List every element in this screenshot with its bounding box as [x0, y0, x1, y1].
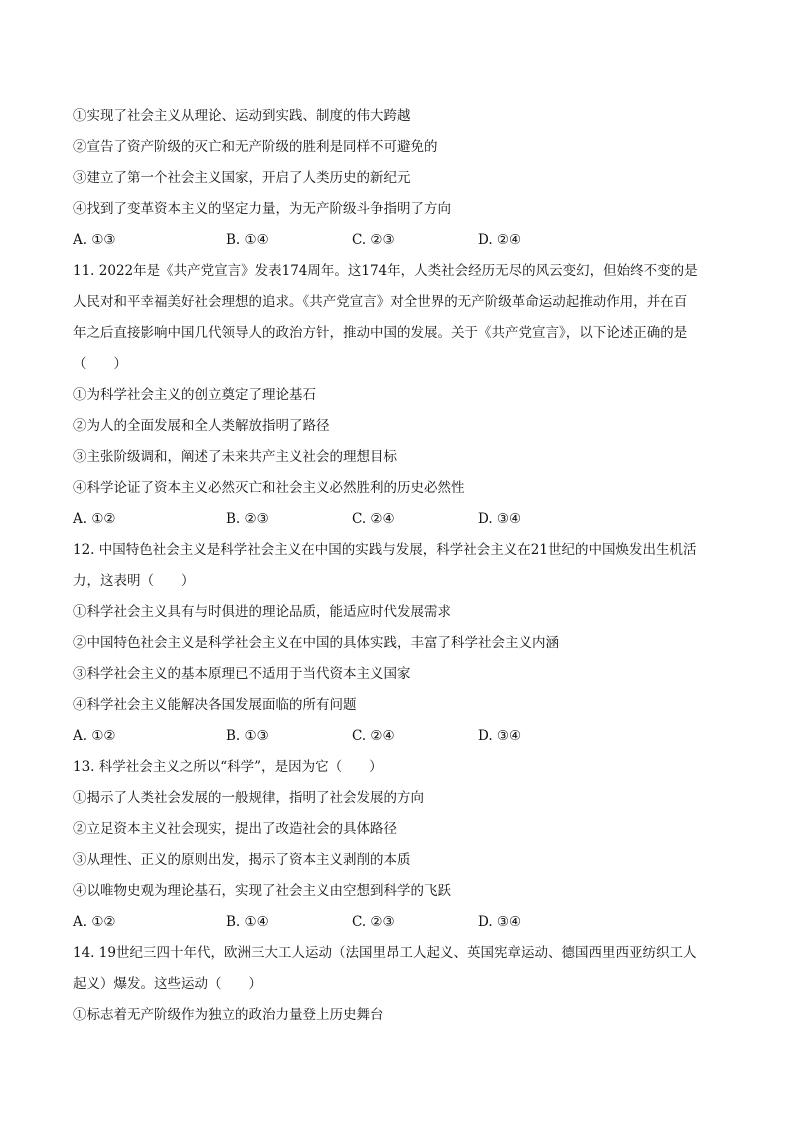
choice-item: ④科学社会主义能解决各国发展面临的所有问题: [73, 697, 357, 713]
option-c: C. ②③: [352, 232, 395, 248]
option-a: A. ①②: [73, 728, 116, 744]
option-b: B. ②③: [226, 511, 269, 527]
question-stem-line: 年之后直接影响中国几代领导人的政治方针，推动中国的发展。关于《共产党宣言》，以下论述正确的是: [73, 325, 688, 341]
option-c: C. ②④: [352, 728, 395, 744]
question-12: [73, 535, 723, 752]
option-a: A. ①②: [73, 511, 116, 527]
choice-item: ②立足资本主义社会现实，提出了改造社会的具体路径: [73, 821, 397, 837]
question-10: [73, 101, 723, 256]
choice-item: ②中国特色社会主义是科学社会主义在中国的具体实践，丰富了科学社会主义内涵: [73, 635, 559, 651]
option-a: A. ①②: [73, 914, 116, 930]
question-stem-line: 力，这表明（ ）: [73, 573, 195, 589]
question-11: [73, 256, 723, 535]
choice-item: ①标志着无产阶级作为独立的政治力量登上历史舞台: [73, 1007, 384, 1023]
choice-item: ①实现了社会主义从理论、运动到实践、制度的伟大跨越: [73, 108, 411, 124]
question-stem-line: 12. 中国特色社会主义是科学社会主义在中国的实践与发展，科学社会主义在21世纪的中国焕发出生机活: [73, 542, 697, 558]
answer-options: [73, 504, 723, 535]
option-c: C. ②③: [352, 914, 395, 930]
question-stem-line: 起义）爆发。这些运动（ ）: [73, 976, 262, 992]
question-stem-line: 13. 科学社会主义之所以“科学”，是因为它（ ）: [73, 759, 383, 775]
answer-options: [73, 907, 723, 938]
answer-options: [73, 225, 723, 256]
question-13: [73, 752, 723, 938]
choice-item: ④找到了变革资本主义的坚定力量，为无产阶级斗争指明了方向: [73, 201, 451, 217]
choice-item: ③建立了第一个社会主义国家，开启了人类历史的新纪元: [73, 170, 411, 186]
choice-item: ②宣告了资产阶级的灭亡和无产阶级的胜利是同样不可避免的: [73, 139, 438, 155]
question-stem-line: （ ）: [73, 356, 127, 372]
choice-item: ②为人的全面发展和全人类解放指明了路径: [73, 418, 330, 434]
option-b: B. ①③: [226, 728, 269, 744]
option-d: D. ②④: [478, 232, 522, 248]
option-d: D. ③④: [478, 728, 522, 744]
choice-item: ④科学论证了资本主义必然灭亡和社会主义必然胜利的历史必然性: [73, 480, 465, 496]
choice-item: ①为科学社会主义的创立奠定了理论基石: [73, 387, 316, 403]
question-14: [73, 938, 723, 1031]
choice-item: ①科学社会主义具有与时俱进的理论品质，能适应时代发展需求: [73, 604, 451, 620]
choice-item: ④以唯物史观为理论基石，实现了社会主义由空想到科学的飞跃: [73, 883, 451, 899]
question-stem-line: 14. 19世纪三四十年代，欧洲三大工人运动（法国里昂工人起义、英国宪章运动、德国西里西亚纺织工人: [73, 945, 697, 961]
option-b: B. ①④: [226, 232, 269, 248]
option-d: D. ③④: [478, 511, 522, 527]
choice-item: ③主张阶级调和，阐述了未来共产主义社会的理想目标: [73, 449, 397, 465]
option-c: C. ②④: [352, 511, 395, 527]
choice-item: ③科学社会主义的基本原理已不适用于当代资本主义国家: [73, 666, 411, 682]
option-a: A. ①③: [73, 232, 116, 248]
choice-item: ③从理性、正义的原则出发，揭示了资本主义剥削的本质: [73, 852, 411, 868]
option-d: D. ③④: [478, 914, 522, 930]
choice-item: ①揭示了人类社会发展的一般规律，指明了社会发展的方向: [73, 790, 424, 806]
question-stem-line: 11. 2022年是《共产党宣言》发表174周年。这174年，人类社会经历无尽的风云变幻，但始终不变的是: [73, 263, 698, 279]
exam-page: [73, 101, 723, 1031]
question-stem-line: 人民对和平幸福美好社会理想的追求。《共产党宣言》对全世界的无产阶级革命运动起推动作用，并在百: [73, 294, 688, 310]
answer-options: [73, 721, 723, 752]
option-b: B. ①④: [226, 914, 269, 930]
